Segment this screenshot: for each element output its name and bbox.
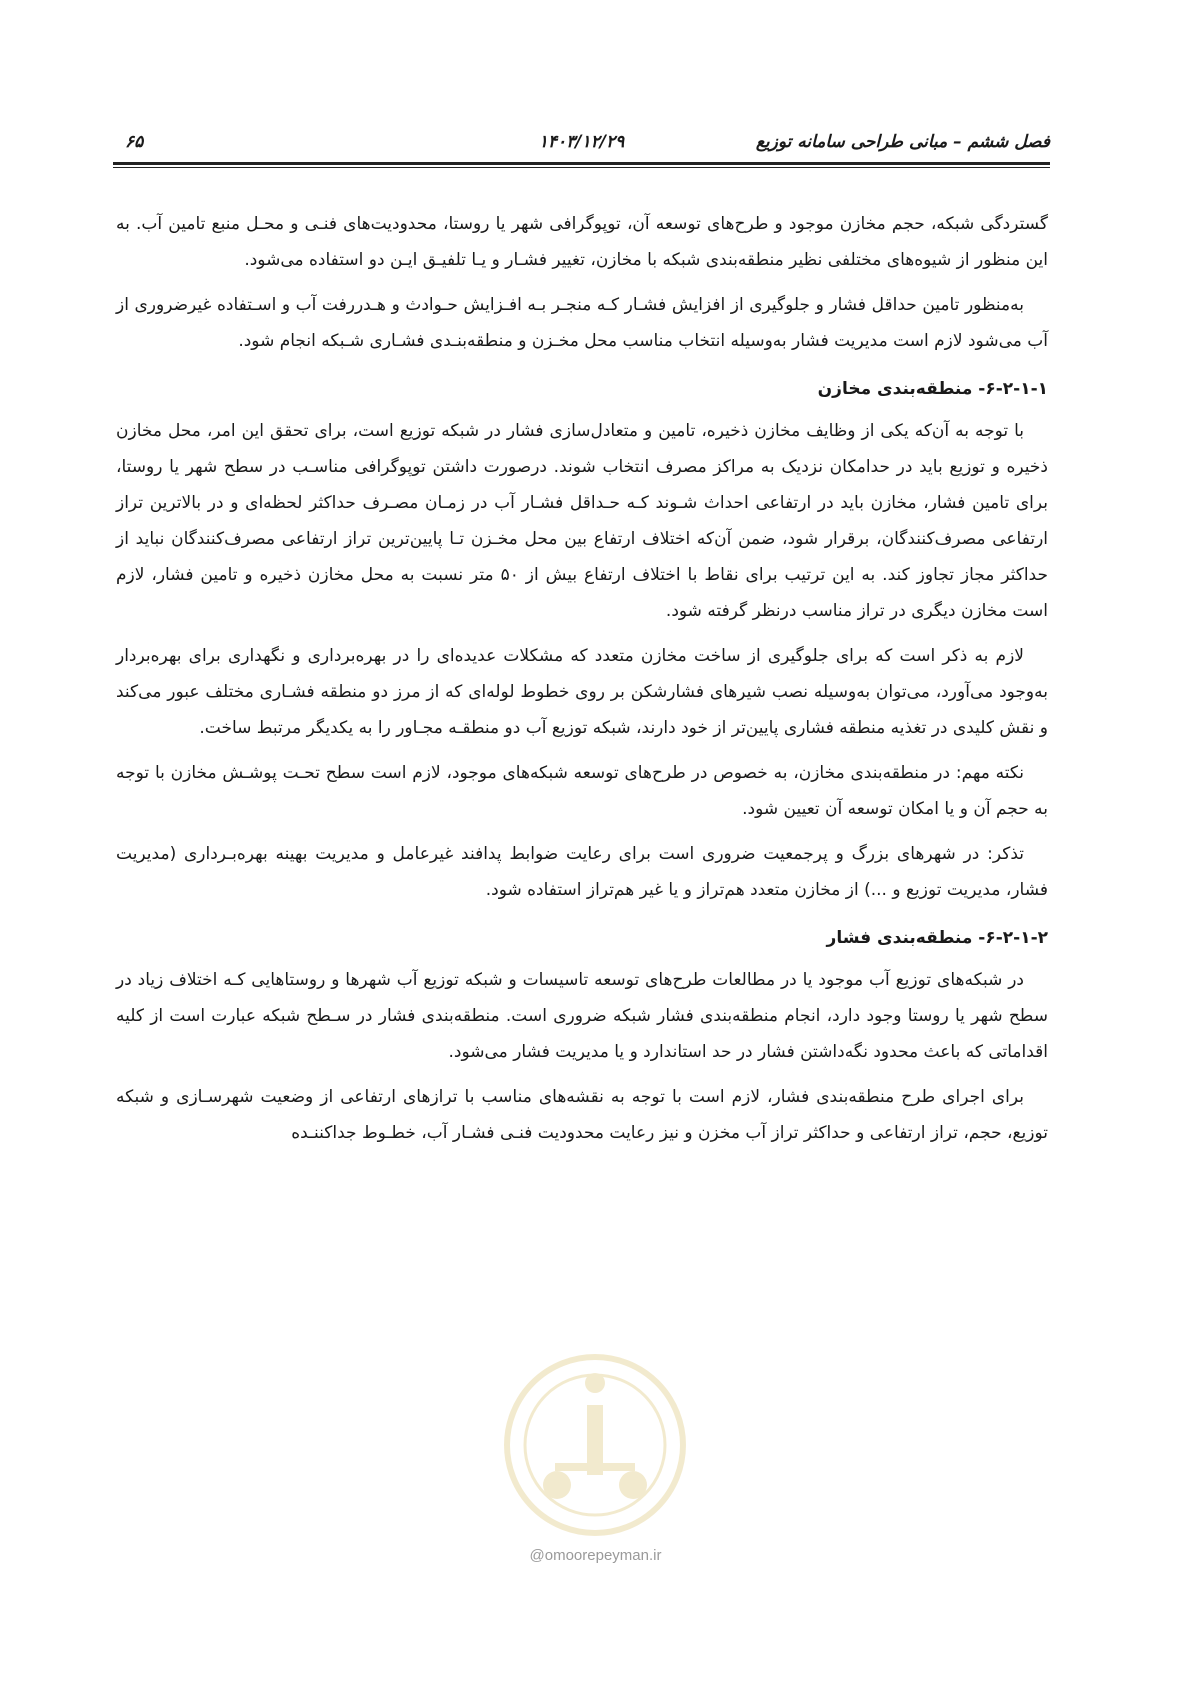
watermark-emblem-icon [495, 1345, 695, 1545]
section2-paragraph-1: در شبکه‌های توزیع آب موجود یا در مطالعات طرح‌های توسعه تاسیسات و شبکه توزیع آب شهرها و روستاهایی کـه اختلاف زیاد در سطح شهر یا روستا وجود دارد، انجام منطقه‌بندی فشار شبکه ضروری است. منطقه‌بندی فشار در سـطح شبکه عبارت است از کلیه اقداماتی که باعث محدود نگه‌داشتن فشار در حد استاندارد و یا مدیریت فشار می‌شود. [116, 970, 1048, 1062]
header-rule-thick [113, 162, 1050, 165]
section1-paragraph-1: با توجه به آن‌که یکی از وظایف مخازن ذخیره، تامین و متعادل‌سازی فشار در شبکه توزیع است، برای تحقق این امر، محل مخازن ذخیره و توزیع باید در حدامکان نزدیک به مراکز مصرف انتخاب شوند. درصورت داشتن توپوگرافی مناسـب در سطح شهر یا روستا، برای تامین فشار، مخازن باید در ارتفاعی احداث شـوند کـه حـداقل فشـار آب در زمـان مصـرف حداکثر لحظه‌ای و در بالاترین تراز ارتفاعی مصرف‌کنندگان، برقرار شود، ضمن آن‌که اختلاف ارتفاع بین محل مخـزن تـا پایین‌ترین تراز ارتفاعی مصرف‌کنندگان نباید از حداکثر مجاز تجاوز کند. به این ترتیب برای نقاط با اختلاف ارتفاع بیش از ۵۰ متر نسبت به محل مخازن ذخیره و تامین فشار، لازم است مخازن دیگری در تراز مناسب درنظر گرفته شود. [116, 421, 1048, 621]
header-rule-thin [113, 167, 1050, 168]
page-body [116, 206, 1048, 1160]
section1-note: نکته مهم: در منطقه‌بندی مخازن، به خصوص در طرح‌های توسعه شبکه‌های موجود، لازم است سطح تحـت پوشـش مخازن با توجه به حجم آن و یا امکان توسعه آن تعیین شود. [116, 763, 1048, 819]
section-heading-pressure-zoning: ۶-۲-۱-۲- منطقه‌بندی فشار [826, 928, 1048, 948]
section-heading-reservoir-zoning: ۶-۲-۱-۱- منطقه‌بندی مخازن [817, 379, 1048, 399]
header-date: ۱۴۰۳/۱۲/۲۹ [538, 132, 625, 152]
website-watermark: @omoorepeyman.ir [529, 1547, 662, 1564]
intro-paragraph-1: گستردگی شبکه، حجم مخازن موجود و طرح‌های توسعه آن، توپوگرافی شهر یا روستا، محدودیت‌های فنـی و محـل منبع تامین آب. به این منظور از شیوه‌های مختلفی نظیر منطقه‌بندی شبکه با مخازن، تغییر فشـار و یـا تلفیـق ایـن دو استفاده می‌شود. [116, 214, 1048, 270]
chapter-title: فصل ششم – مبانی طراحی سامانه توزیع [755, 132, 1050, 152]
section1-paragraph-2: لازم به ذکر است که برای جلوگیری از ساخت مخازن متعدد که مشکلات عدیده‌ای را در بهره‌برداری و نگهداری برای بهره‌بردار به‌وجود می‌آورد، می‌توان به‌وسیله نصب شیرهای فشارشکن بر روی خطوط لوله‌ای که از مرز دو منطقه فشـاری مختلف عبور می‌کند و نقش کلیدی در تغذیه منطقه فشاری پایین‌تر از خود دارند، شبکه توزیع آب دو منطقـه مجـاور را به یکدیگر مرتبط ساخت. [116, 646, 1048, 738]
section1-reminder: تذکر: در شهرهای بزرگ و پرجمعیت ضروری است برای رعایت ضوابط پدافند غیرعامل و مدیریت بهینه بهره‌بـرداری (مدیریت فشار، مدیریت توزیع و ...) از مخازن متعدد هم‌تراز و یا غیر هم‌تراز استفاده شود. [116, 844, 1048, 900]
intro-paragraph-2: به‌منظور تامین حداقل فشار و جلوگیری از افزایش فشـار کـه منجـر بـه افـزایش حـوادث و هـدررفت آب و اسـتفاده غیرضروری از آب می‌شود لازم است مدیریت فشار به‌وسیله انتخاب مناسب محل مخـزن و منطقه‌بنـدی فشـاری شـبکه انجام شود. [116, 295, 1048, 351]
page-number: ۶۵ [125, 132, 144, 152]
page-header [113, 126, 1050, 160]
section2-paragraph-2: برای اجرای طرح منطقه‌بندی فشار، لازم است با توجه به نقشه‌های مناسب با ترازهای ارتفاعی از وضعیت شهرسـازی و شبکه توزیع، حجم، تراز ارتفاعی و حداکثر تراز آب مخزن و نیز رعایت محدودیت فنـی فشـار آب، خطـوط جداکننـده [116, 1087, 1048, 1143]
